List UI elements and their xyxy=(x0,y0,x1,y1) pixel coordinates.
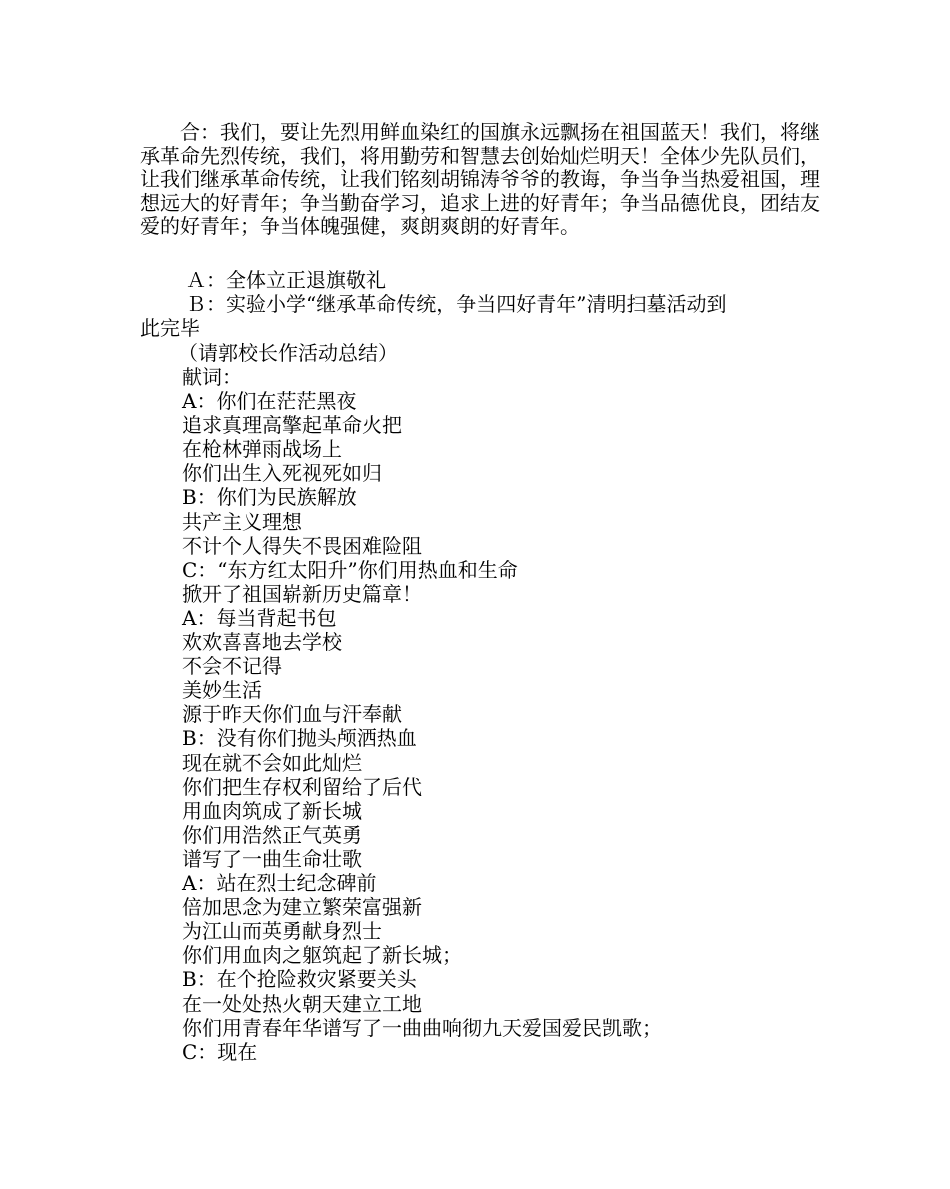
poem-line: A：你们在茫茫黑夜 xyxy=(182,389,357,413)
poem-line: C：现在 xyxy=(182,1039,258,1064)
poem-line: 为江山而英勇献身烈士 xyxy=(182,919,382,944)
poem-line: 你们把生存权利留给了后代 xyxy=(182,774,422,799)
poem-line: 不会不记得 xyxy=(182,654,282,679)
poem-line: 共产主义理想 xyxy=(182,509,302,534)
principal-summary-line: （请郭校长作活动总结） xyxy=(178,341,398,365)
poem-line: 不计个人得失不畏困难险阻 xyxy=(182,533,422,558)
poem-line: 你们用青春年华谱写了一曲曲响彻九天爱国爱民凯歌； xyxy=(182,1015,662,1040)
poem-line: 欢欢喜喜地去学校 xyxy=(182,630,342,654)
opening-paragraph xyxy=(140,121,820,239)
poem-line: 源于昨天你们血与汗奉献 xyxy=(182,702,402,727)
poem-line: 现在就不会如此灿烂 xyxy=(182,750,362,775)
poem-line: 在一处处热火朝天建立工地 xyxy=(182,991,422,1016)
poem-line: B：没有你们抛头颅洒热血 xyxy=(182,726,417,751)
poem-line: A：每当背起书包 xyxy=(182,605,337,630)
tribute-heading: 献词： xyxy=(182,365,242,389)
poem-line: B：在个抢险救灾紧要关头 xyxy=(182,967,417,992)
poem-line: 美妙生活 xyxy=(182,678,262,703)
poem-line: A：站在烈士纪念碑前 xyxy=(182,871,377,895)
closing-line-part-1: Ｂ：实验小学“继承革命传统，争当四好青年”清明扫墓活动到 xyxy=(186,292,727,316)
poem-line: 谱写了一曲生命壮歌 xyxy=(182,846,362,871)
flag-retire-line: Ａ：全体立正退旗敬礼 xyxy=(186,268,386,292)
poem-line: 在枪林弹雨战场上 xyxy=(182,437,342,462)
poem-line: 掀开了祖国崭新历史篇章！ xyxy=(182,581,422,606)
poem-line: 用血肉筑成了新长城 xyxy=(182,798,362,823)
poem-line: C：“东方红太阳升”你们用热血和生命 xyxy=(182,557,518,582)
poem-line: 你们用血肉之躯筑起了新长城； xyxy=(182,943,462,968)
closing-line-part-2: 此完毕 xyxy=(140,316,200,340)
poem-line: 倍加思念为建立繁荣富强新 xyxy=(182,895,422,920)
poem-line: 追求真理高擎起革命火把 xyxy=(182,413,402,438)
opening-paragraph-text: 合：我们，要让先烈用鲜血染红的国旗永远飘扬在祖国蓝天！我们，将继承革命先烈传统，我们，将用勤劳和智慧去创始灿烂明天！全体少先队员们，让我们继承革命传统，让我们铭刻胡锦涛爷爷的教诲，争当争当热爱祖国，理想远大的好青年；争当勤奋学习，追求上进的好青年；争当品德优良，团结友爱的好青年；争当体魄强健，爽朗爽朗的好青年。 xyxy=(140,120,820,239)
poem-line: 你们出生入死视死如归 xyxy=(182,461,382,486)
poem-line: 你们用浩然正气英勇 xyxy=(182,822,362,847)
poem-line: B：你们为民族解放 xyxy=(182,485,357,510)
